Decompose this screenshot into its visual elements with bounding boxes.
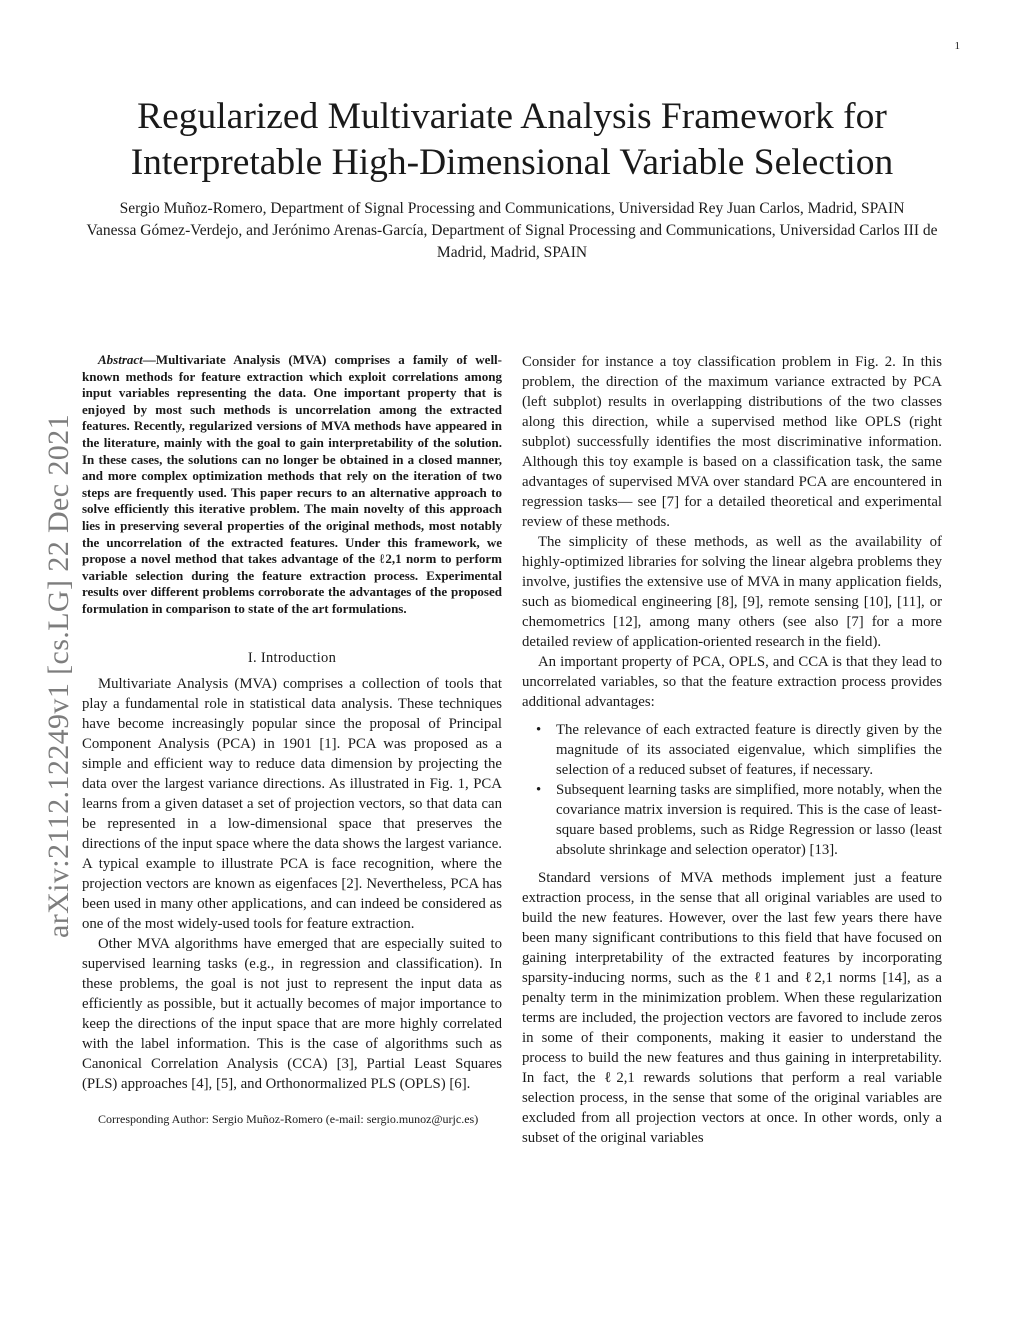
author-block bbox=[62, 198, 962, 264]
bullet-list bbox=[522, 720, 942, 860]
paper-title: Regularized Multivariate Analysis Framework for Interpretable High-Dimensional Variable Selection bbox=[130, 96, 894, 183]
body-paragraph: Consider for instance a toy classification problem in Fig. 2. In this problem, the direction of the maximum variance extracted by PCA (left subplot) results in overlapping distributions of the two classes along this direction, while a supervised method like OPLS (right subplot) successfully identifies the most discriminative information. Although this toy example is based on a classification task, the same advantages of supervised MVA over standard PCA are encountered in regression tasks— see [7] for a detailed theoretical and experimental review of these methods. bbox=[522, 354, 942, 530]
body-paragraph: Standard versions of MVA methods implement just a feature extraction process, in the sense that all original variables are used to build the new features. However, over the last few years there have been many significant contributions to this field that have focused on gaining interpretability of the extracted features by incorporating sparsity-inducing norms, such as the ℓ1 and ℓ2,1 norms [14], as a penalty term in the minimization problem. When these regularization terms are included, the projection vectors are favored to include zeros in some of their components, making it easier to understand the process to build the new features and thus gaining in interpretability. In fact, the ℓ2,1 rewards solutions that perform a real variable selection process, in the sense that some of the original variables are excluded from all projection vectors at once. In other words, only a subset of the original variables bbox=[522, 870, 942, 1146]
body-paragraph: An important property of PCA, OPLS, and CCA is that they lead to uncorrelated variables, so that the feature extraction process provides additional advantages: bbox=[522, 654, 942, 710]
body-paragraph: Multivariate Analysis (MVA) comprises a collection of tools that play a fundamental role in statistical data analysis. These techniques have become increasingly popular since the proposal of Principal Component Analysis (PCA) in 1901 [1]. PCA was proposed as a simple and efficient way to reduce data dimension by projecting the data over the largest variance directions. As illustrated in Fig. 1, PCA learns from a given dataset a set of projection vectors, so that data can be represented in a low-dimensional space that preserves the directions of the input space where the data shows the largest variance. A typical example to illustrate PCA is face recognition, where the projection vectors are known as eigenfaces [2]. Nevertheless, PCA has been used in many other applications, and can indeed be considered as one of the most widely-used tools for feature extraction. bbox=[82, 675, 502, 932]
abstract-label: Abstract bbox=[98, 352, 143, 367]
bullet-item: • Subsequent learning tasks are simplified, more notably, when the covariance matrix inversion is required. This is the case of least-square based problems, such as Ridge Regression or lasso (least absolute shrinkage and selection operator) [13]. bbox=[556, 780, 942, 860]
footnote: Corresponding Author: Sergio Muñoz-Romero (e-mail: sergio.munoz@urjc.es) bbox=[98, 1111, 479, 1126]
arxiv-stamp: arXiv:2112.12249v1 [cs.LG] 22 Dec 2021 bbox=[42, 414, 75, 938]
author-line: Sergio Muñoz-Romero, Department of Signal Processing and Communications, Universidad Rey Juan Carlos, Madrid, SPAIN bbox=[119, 200, 905, 217]
author-line: Vanessa Gómez-Verdejo, and Jerónimo Arenas-García, Department of Signal Processing and Communications, Universidad Carlos III de Madrid, Madrid, SPAIN bbox=[86, 222, 938, 261]
bullet-item: • The relevance of each extracted feature is directly given by the magnitude of its associated eigenvalue, which simplifies the selection of a reduced subset of features, if necessary. bbox=[556, 720, 942, 780]
body-paragraph: The simplicity of these methods, as well as the availability of highly-optimized libraries for solving the linear algebra problems they involve, justifies the extensive use of MVA in many application fields, such as biomedical engineering [8], [9], remote sensing [10], [11], or chemometrics [12], among many others (see also [7] for a more detailed review of application-oriented research in the field). bbox=[522, 534, 942, 650]
page-number: 1 bbox=[954, 40, 960, 52]
right-column bbox=[522, 352, 942, 1148]
section-heading: I. Introduction bbox=[247, 649, 337, 666]
abstract bbox=[82, 352, 502, 618]
left-column bbox=[82, 352, 502, 1139]
body-paragraph: Other MVA algorithms have emerged that are especially suited to supervised learning tasks (e.g., in regression and classification). In these problems, the goal is not just to represent the input data as efficiently as possible, but it actually becomes of major importance to keep the directions of the input space that are more highly correlated with the label information. This is the case of algorithms such as Canonical Correlation Analysis (CCA) [3], Partial Least Squares (PLS) approaches [4], [5], and Orthonormalized PLS (OPLS) [6]. bbox=[82, 935, 502, 1092]
abstract-text: —Multivariate Analysis (MVA) comprises a family of well-known methods for feature extraction which exploit correlations among input variables representing the data. One important property that is enjoyed by most such methods is uncorrelation among the extracted features. Recently, regularized versions of MVA methods have appeared in the literature, mainly with the goal to gain interpretability of the solution. In these cases, the solutions can no longer be obtained in a closed manner, and more complex optimization methods that rely on the iteration of two steps are frequently used. This paper recurs to an alternative approach to solve efficiently this iterative problem. The main novelty of this approach lies in preserving several properties of the original methods, most notably the uncorrelation of the extracted features. Under this framework, we propose a novel method that takes advantage of the ℓ2,1 norm to perform variable selection during the feature extraction process. Experimental results over different problems corroborate the advantages of the proposed formulation in comparison to state of the art formulations. bbox=[82, 352, 502, 616]
